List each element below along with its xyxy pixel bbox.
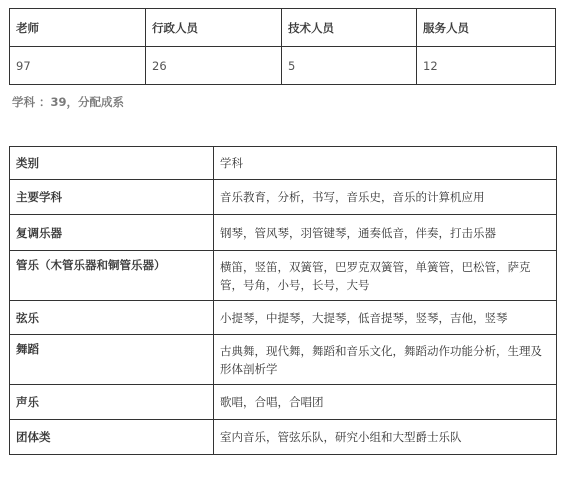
staff-table — [9, 8, 556, 85]
staff-value-cell: 97 — [10, 47, 146, 85]
subject-category: 主要学科 — [10, 180, 214, 215]
staff-header-cell: 老师 — [10, 9, 146, 47]
staff-value-cell: 12 — [417, 47, 556, 85]
subject-category: 团体类 — [10, 420, 214, 455]
subject-items: 小提琴，中提琴，大提琴，低音提琴，竖琴，吉他，竖琴 — [214, 301, 557, 335]
table-row — [10, 251, 557, 301]
subject-category: 声乐 — [10, 385, 214, 420]
subject-items: 古典舞，现代舞，舞蹈和音乐文化，舞蹈动作功能分析，生理及形体剖析学 — [214, 335, 557, 385]
subject-items: 横笛，竖笛，双簧管，巴罗克双簧管，单簧管，巴松管，萨克管，号角，小号，长号，大号 — [214, 251, 557, 301]
subject-category: 管乐（木管乐器和铜管乐器） — [10, 251, 214, 301]
table-row — [10, 180, 557, 215]
staff-header-cell: 行政人员 — [146, 9, 282, 47]
staff-value-row — [10, 47, 556, 85]
subject-items: 音乐教育，分析，书写，音乐史，音乐的计算机应用 — [214, 180, 557, 215]
subject-count-note: 学科 ：39，分配成系 — [12, 95, 125, 109]
table-row — [10, 335, 557, 385]
subject-header-category: 类别 — [10, 147, 214, 180]
table-row — [10, 301, 557, 335]
subject-table — [9, 146, 557, 455]
table-row — [10, 215, 557, 251]
staff-value-cell: 26 — [146, 47, 282, 85]
staff-header-cell: 服务人员 — [417, 9, 556, 47]
subject-items: 钢琴，管风琴，羽管键琴，通奏低音，伴奏，打击乐器 — [214, 215, 557, 251]
staff-header-row — [10, 9, 556, 47]
subject-items: 室内音乐，管弦乐队，研究小组和大型爵士乐队 — [214, 420, 557, 455]
subject-category: 舞蹈 — [10, 335, 214, 385]
table-row — [10, 385, 557, 420]
subject-category: 弦乐 — [10, 301, 214, 335]
subject-items: 歌唱，合唱，合唱团 — [214, 385, 557, 420]
subject-header-items: 学科 — [214, 147, 557, 180]
subject-header-row — [10, 147, 557, 180]
table-row — [10, 420, 557, 455]
staff-value-cell: 5 — [282, 47, 417, 85]
subject-category: 复调乐器 — [10, 215, 214, 251]
staff-header-cell: 技术人员 — [282, 9, 417, 47]
